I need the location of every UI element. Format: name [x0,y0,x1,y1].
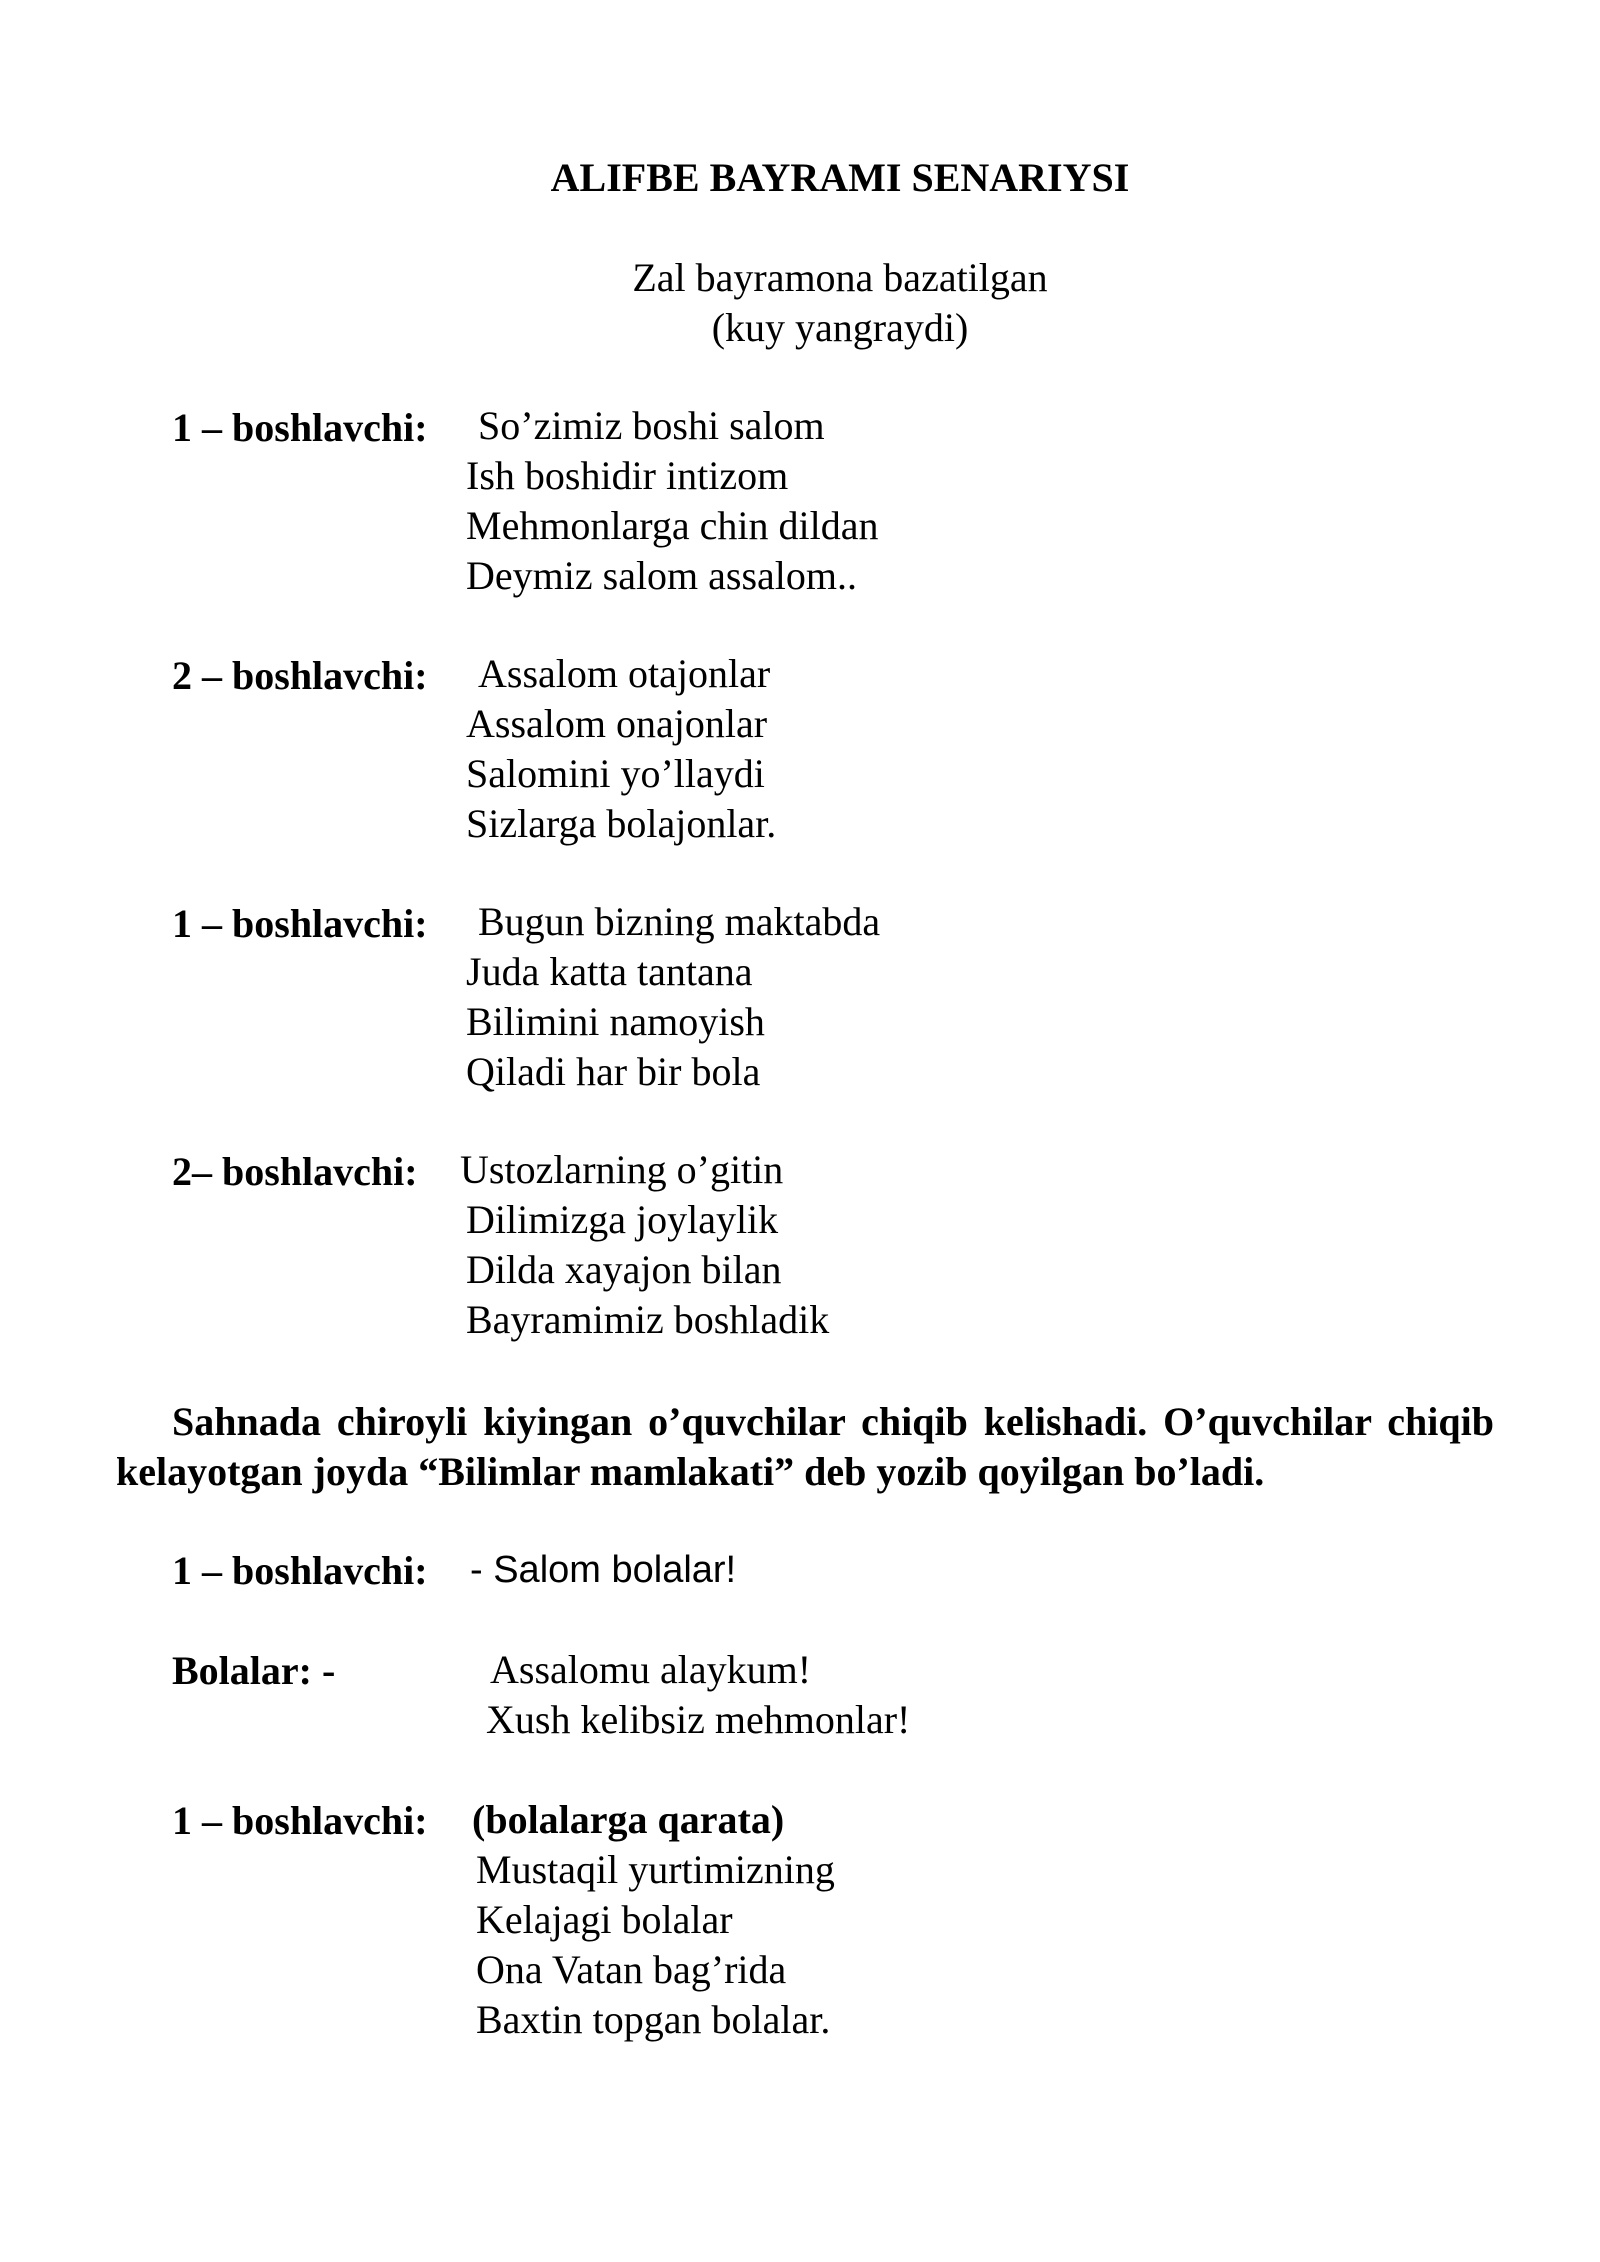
verse-line: Kelajagi bolalar [476,1897,733,1942]
verse-line: Mehmonlarga chin dildan [466,503,879,548]
speaker-label: Bolalar: - [172,1648,336,1693]
stage-note: (bolalarga qarata) [472,1797,785,1842]
speaker-label: 1 – boshlavchi: [172,1798,428,1843]
verse-line: Dilimizga joylaylik [466,1197,779,1242]
speaker-label: 1 – boshlavchi: [172,1548,428,1593]
subtitle-line: (kuy yangraydi) [711,305,969,350]
speaker-label: 1 – boshlavchi: [172,901,428,946]
verse-line: Salomini yo’llaydi [466,751,765,796]
verse-line: Sizlarga bolajonlar. [466,801,777,846]
verse-line: Juda katta tantana [466,949,753,994]
verse-line: Mustaqil yurtimizning [476,1847,835,1892]
verse-line: Qiladi har bir bola [466,1049,761,1094]
subtitle-line: Zal bayramona bazatilgan [632,255,1048,300]
dialogue-line: - Salom bolalar! [470,1549,737,1591]
verse-line: So’zimiz boshi salom [478,403,825,448]
verse-line: Ona Vatan bag’rida [476,1947,787,1992]
verse-line: Ustozlarning o’gitin [460,1147,784,1192]
speaker-label: 1 – boshlavchi: [172,405,428,450]
stage-direction: Sahnada chiroyli kiyingan o’quvchilar chiqib kelishadi. O’quvchilar chiqib kelayotgan joyda “Bilimlar mamlakati” deb yozib qoyilgan bo’ladi. [116,1399,1494,1494]
document-title: ALIFBE BAYRAMI SENARIYSI [550,155,1130,200]
verse-line: Bilimini namoyish [466,999,765,1044]
verse-line: Assalom otajonlar [478,651,771,696]
verse-line: Ish boshidir intizom [466,453,789,498]
verse-line: Dilda xayajon bilan [466,1247,782,1292]
dialogue-line: Xush kelibsiz mehmonlar! [486,1697,911,1742]
verse-line: Deymiz salom assalom.. [466,553,858,598]
verse-line: Bugun bizning maktabda [478,899,881,944]
dialogue-line: Assalomu alaykum! [490,1647,812,1692]
verse-line: Baxtin topgan bolalar. [476,1997,831,2042]
verse-line: Bayramimiz boshladik [466,1297,830,1342]
speaker-label: 2– boshlavchi: [172,1149,418,1194]
speaker-label: 2 – boshlavchi: [172,653,428,698]
verse-line: Assalom onajonlar [466,701,768,746]
